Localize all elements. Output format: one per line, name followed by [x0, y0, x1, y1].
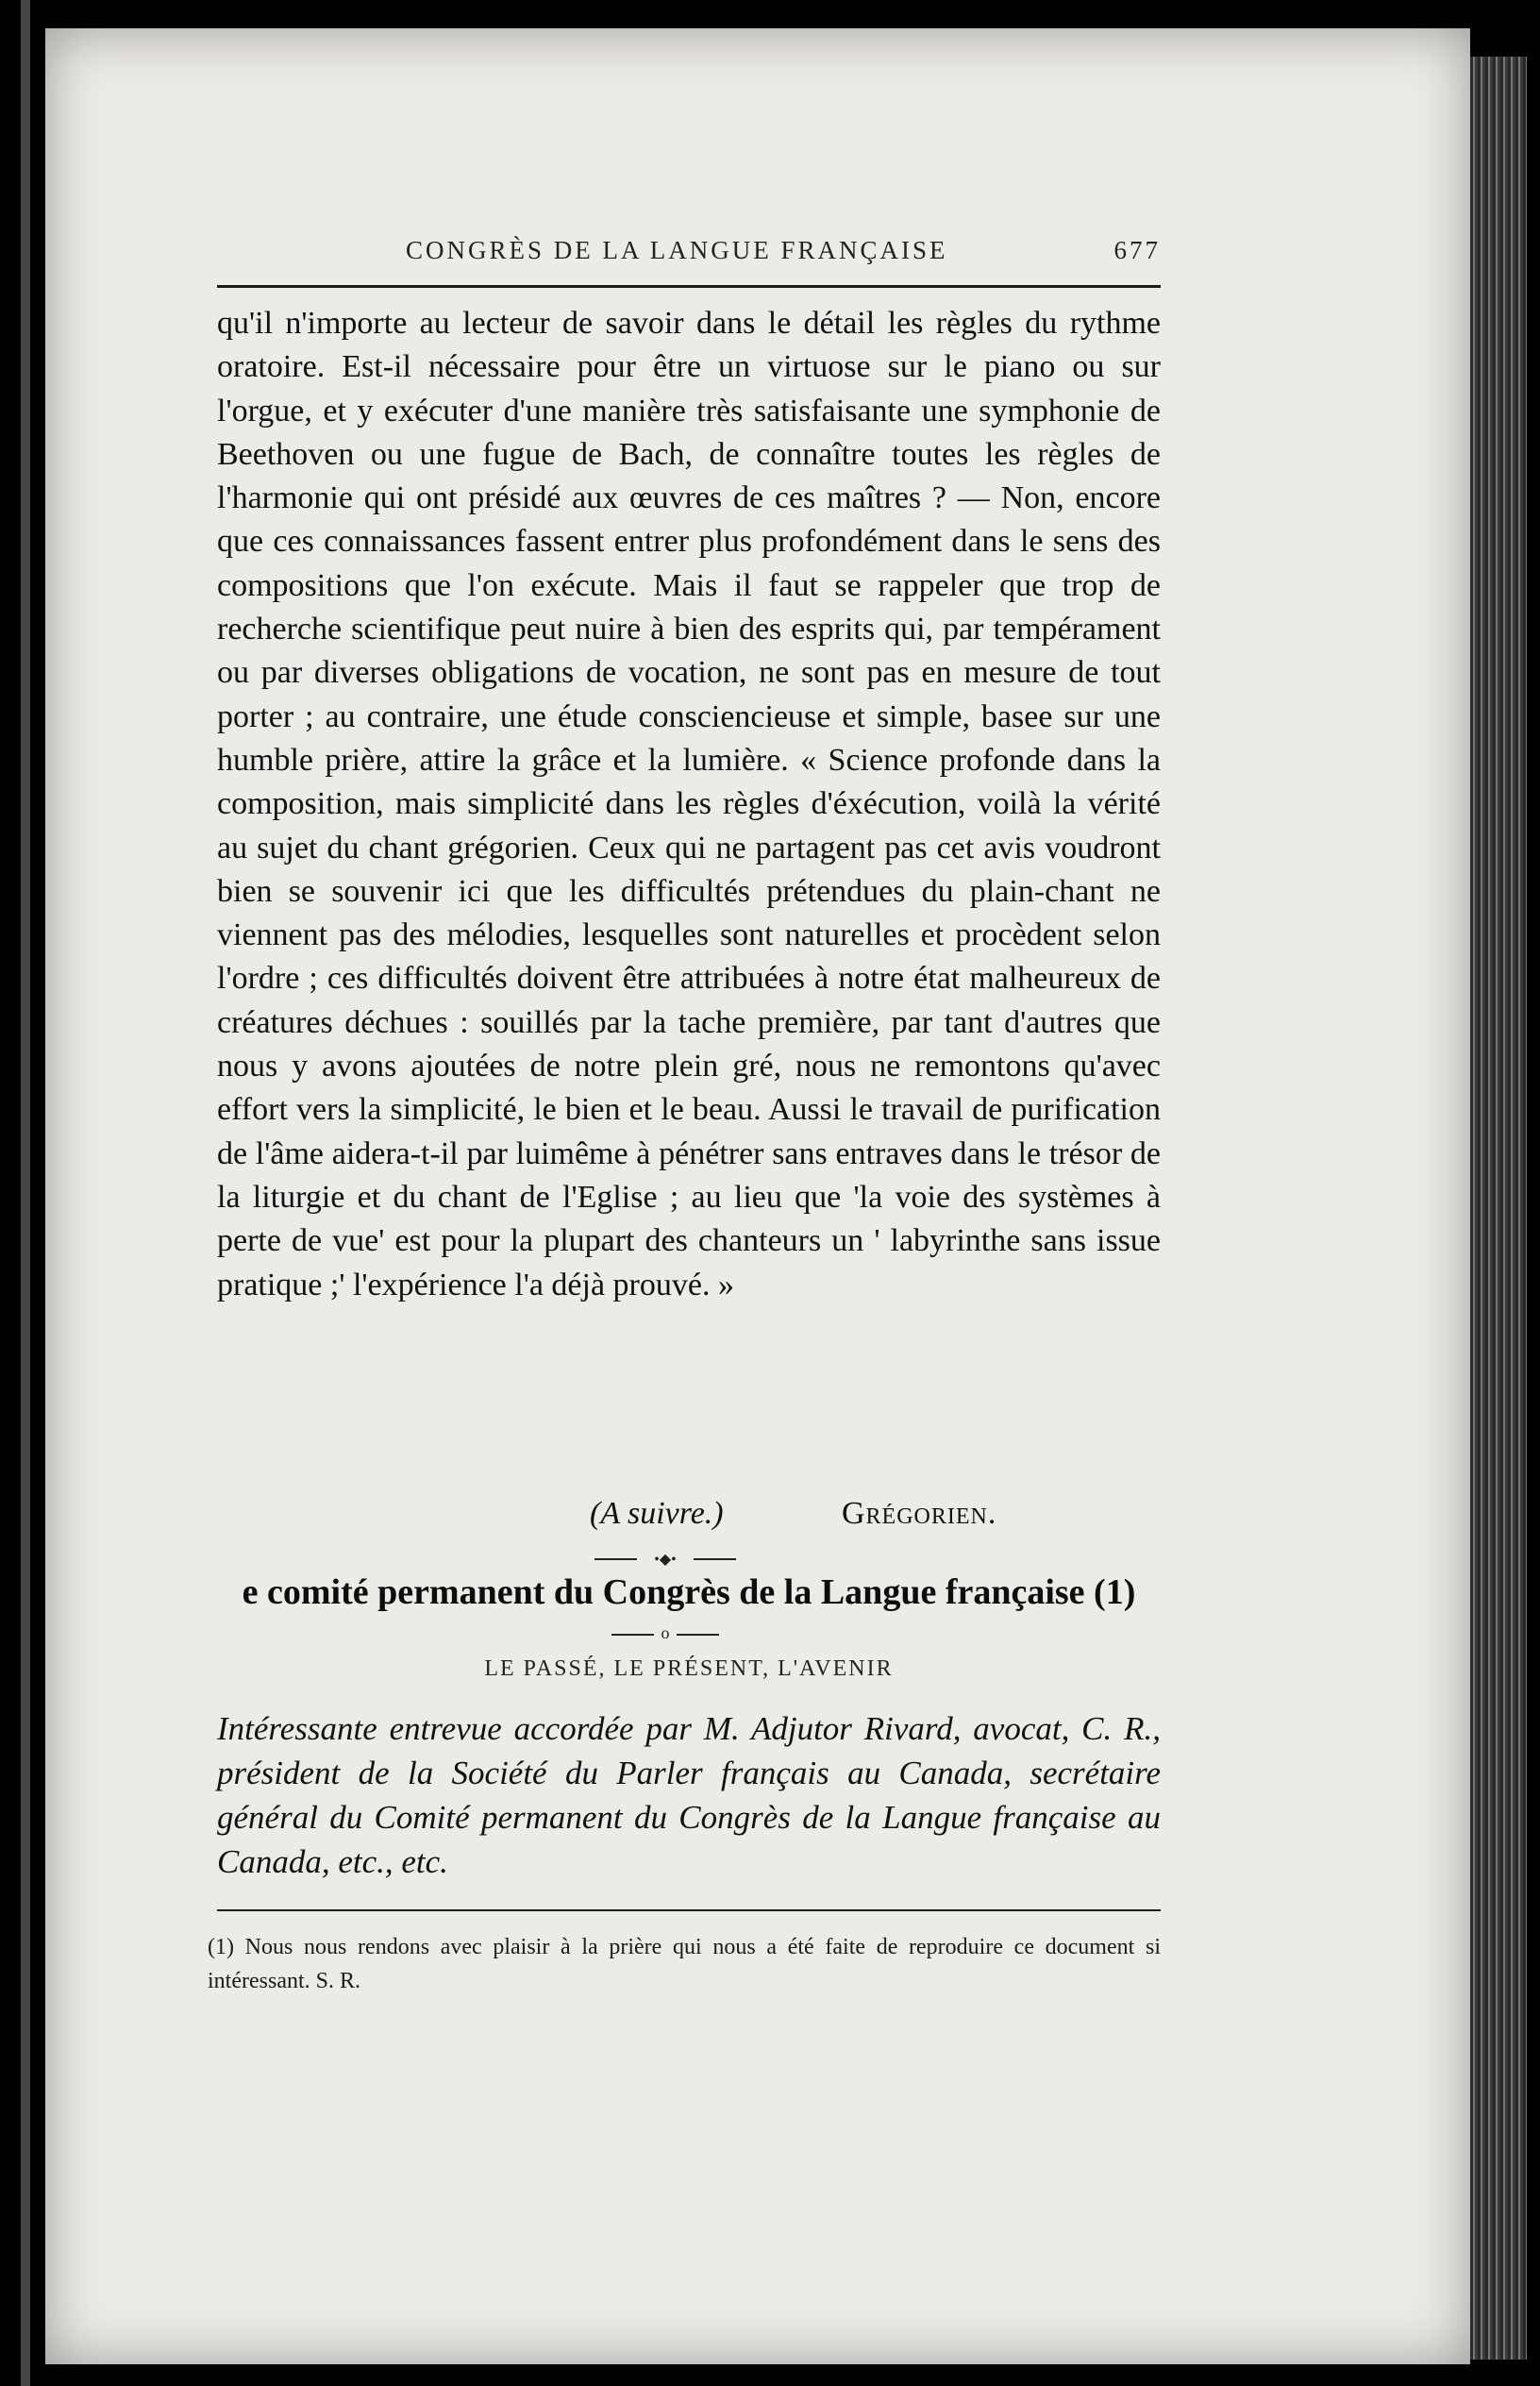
interview-intro: Intéressante entrevue accordée par M. Adjutor Rivard, avocat, C. R., président de la Société du Parler français au Canada, secrétaire général du Comité permanent du Congrès de la Langue française au Canada, etc., etc. [217, 1710, 1161, 1880]
body-text [217, 302, 1161, 1307]
header-rule [217, 285, 1161, 288]
signature-line [217, 1496, 1161, 1539]
running-header [217, 236, 1161, 283]
section-heading: e comité permanent du Congrès de la Langue française (1) [242, 1572, 1136, 1612]
continued-note: (A suivre.) [590, 1496, 724, 1531]
left-page-edge [21, 0, 30, 2386]
running-title: CONGRÈS DE LA LANGUE FRANÇAISE [406, 236, 948, 264]
page-number: 677 [1113, 236, 1161, 264]
body-paragraph: qu'il n'importe au lecteur de savoir dans le détail les règles du rythme oratoire. Est-il nécessaire pour être un virtuose sur le piano ou sur l'orgue, et y exécuter d'une manière très satisfaisante une symphonie de Beethoven ou une fugue de Bach, de connaître toutes les règles de l'harmonie qui ont présidé aux œuvres de ces maîtres ? — Non, encore que ces connaissances fassent entrer plus profondément dans le sens des compositions que l'on exécute. Mais il faut se rappeler que trop de recherche scientifique peut nuire à bien des esprits qui, par tempérament ou par diverses obligations de vocation, ne sont pas en mesure de tout porter ; au contraire, une étude consciencieuse et simple, basee sur une humble prière, attire la grâce et la lumière. « Science profonde dans la composition, mais simplicité dans les règles d'éxécution, voilà la vérité au sujet du chant grégorien. Ceux qui ne partagent pas cet avis voudront bien se souvenir ici que les difficultés prétendues du plain-chant ne viennent pas des mélodies, lesquelles sont naturelles et procèdent selon l'ordre ; ces difficultés doivent être attribuées à notre état malheureux de créatures déchues : souillés par la tache première, par tant d'autres que nous y avons ajoutées de notre plein gré, nous ne remontons qu'avec effort vers la simplicité, le bien et le beau. Aussi le travail de purification de l'âme aidera-t-il par luimême à pénétrer sans entraves dans le trésor de la liturgie et du chant de l'Eglise ; au lieu que 'la voie des systèmes à perte de vue' est pour la plupart des chanteurs un ' labyrinthe sans issue pratique ;' l'expérience l'a déjà prouvé. » [217, 306, 1161, 1302]
section-subheading: LE PASSÉ, LE PRÉSENT, L'AVENIR [484, 1656, 894, 1681]
footnote-rule [217, 1909, 1161, 1911]
footnote: (1) Nous nous rendons avec plaisir à la prière qui nous a été faite de reproduire ce document si intéressant. S. R. [208, 1935, 1161, 1993]
author-name: Grégorien. [842, 1496, 997, 1531]
heading-divider: o [611, 1623, 719, 1642]
section-ornament: •◆• [594, 1550, 736, 1569]
stacked-pages-edge [1470, 57, 1527, 2360]
